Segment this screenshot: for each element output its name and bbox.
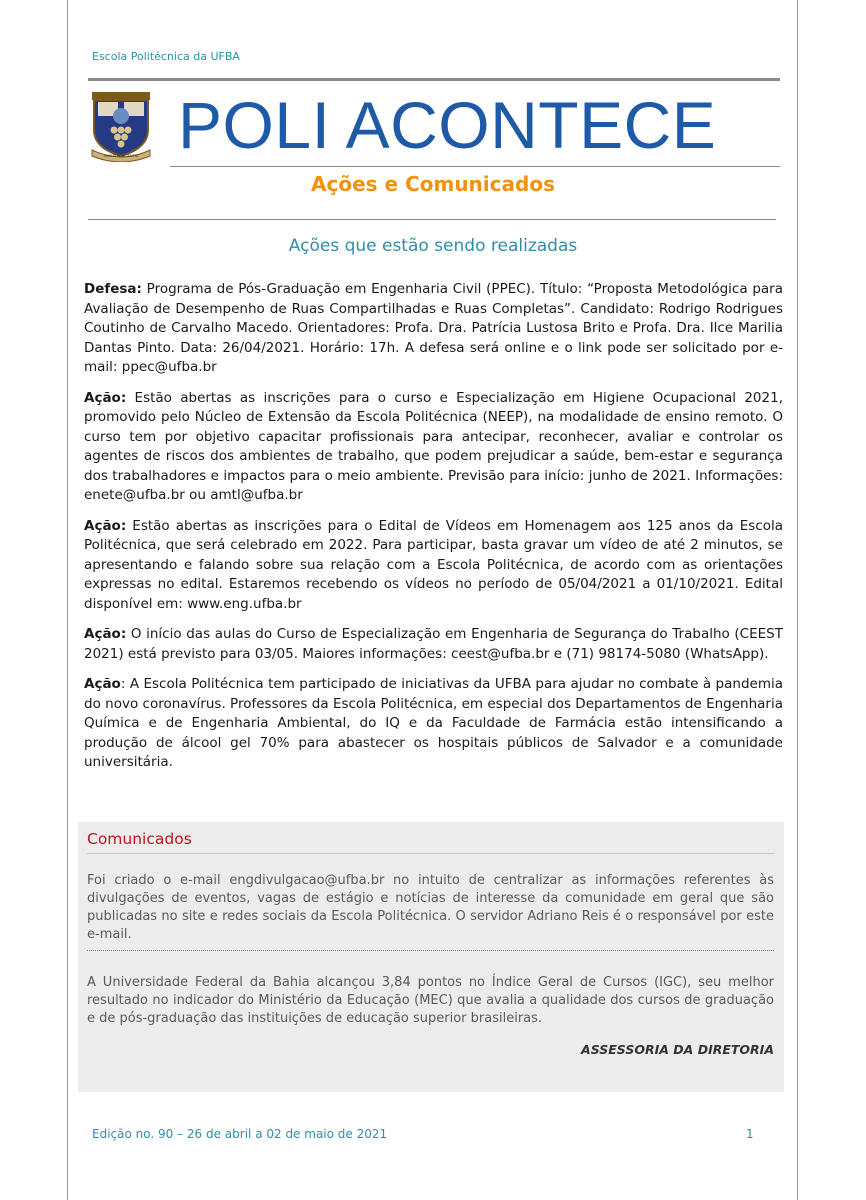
masthead-rule [170, 166, 780, 167]
action-text: Estão abertas as inscrições para o Edital de Vídeos em Homenagem aos 125 anos da Escola Politécnica, que será celebrado em 2022. Para participar, basta gravar um vídeo de até 2 minutos, se apresentando e falando sobre sua relação com a Escola Politécnica, de acordo com as orientações expressas no edital. Estaremos recebendo os vídeos no período de 05/04/2021 a 01/10/2021. Edital disponível em: www.eng.ufba.br [84, 517, 783, 612]
action-item-defesa [84, 280, 783, 378]
comunicado-igc: A Universidade Federal da Bahia alcançou 3,84 pontos no Índice Geral de Cursos (IGC), seu melhor resultado no indicador do Ministério da Educação (MEC) que avalia a qualidade dos cursos de graduação e de pós-graduação das instituições de educação superior brasileiras. [87, 975, 774, 1026]
ufba-logo-icon [90, 90, 152, 162]
subtitle-rule [88, 219, 776, 220]
action-label: Ação [84, 676, 121, 692]
action-text: Programa de Pós-Graduação em Engenharia Civil (PPEC). Título: “Proposta Metodológica para Avaliação de Desempenho de Ruas Compartilhadas e Ruas Completas”. Candidato: Rodrigo Rodrigues Coutinho de Carvalho Macedo. Orientadores: Profa. Dra. Patrícia Lustosa Brito e Profa. Dra. Ilce Marilia Dantas Pinto. Data: 26/04/2021. Horário: 17h. A defesa será online e o link pode ser solicitado por e-mail: ppec@ufba.br [84, 281, 783, 375]
comunicados-title: Comunicados [87, 830, 192, 848]
action-item-videos [84, 517, 783, 615]
footer-edition: Edição no. 90 – 26 de abril a 02 de maio de 2021 [92, 1127, 388, 1141]
section-subtitle: Ações e Comunicados [311, 172, 555, 196]
action-label: Ação: [84, 389, 127, 406]
comunicados-signature: ASSESSORIA DA DIRETORIA [581, 1042, 774, 1057]
dotted-divider [87, 950, 774, 951]
action-label: Ação: [84, 626, 127, 642]
action-text: O início das aulas do Curso de Especialização em Engenharia de Segurança do Trabalho (CEEST 2021) está previsto para 03/05. Maiores informações: ceest@ufba.br e (71) 98174-5080 (WhatsApp). [84, 626, 783, 662]
page-number: 1 [746, 1127, 754, 1141]
masthead-title: POLI ACONTECE [178, 88, 717, 162]
school-name: Escola Politécnica da UFBA [92, 50, 240, 63]
action-label: Ação: [84, 517, 127, 534]
actions-list [84, 280, 783, 784]
action-text: Estão abertas as inscrições para o curso e Especialização em Higiene Ocupacional 2021, promovido pelo Núcleo de Extensão da Escola Politécnica (NEEP), na modalidade de ensino remoto. O curso tem por objetivo capacitar profissionais para antecipar, reconhecer, avaliar e controlar os agentes de riscos dos ambientes de trabalho, que podem prejudicar a saúde, bem-estar e segurança dos trabalhadores e impactos para o meio ambiente. Previsão para início: junho de 2021. Informações: enete@ufba.br ou amtl@ufba.br [84, 389, 783, 503]
comunicados-rule [87, 853, 775, 854]
action-item-higiene [84, 389, 783, 506]
action-item-ceest [84, 625, 783, 664]
logo-motto: VERITATE SCIENTIA [103, 154, 139, 158]
action-label: Defesa: [84, 281, 142, 297]
action-item-pandemia [84, 675, 783, 773]
header-rule [88, 78, 780, 81]
action-text: : A Escola Politécnica tem participado de iniciativas da UFBA para ajudar no combate à pandemia do novo coronavírus. Professores da Escola Politécnica, em especial dos Departamentos de Engenharia Química e de Engenharia Ambiental, do IQ e da Faculdade de Farmácia estão intensificando a produção de álcool gel 70% para abastecer os hospitais públicos de Salvador e a comunidade universitária. [84, 676, 783, 770]
comunicados-box [78, 822, 784, 1092]
comunicado-email: Foi criado o e-mail engdivulgacao@ufba.br no intuito de centralizar as informações referentes às divulgações de eventos, vagas de estágio e notícias de interesse da comunidade em geral que são publicadas no site e redes sociais da Escola Politécnica. O servidor Adriano Reis é o responsável por este e-mail. [87, 873, 774, 942]
actions-title: Ações que estão sendo realizadas [288, 236, 578, 256]
